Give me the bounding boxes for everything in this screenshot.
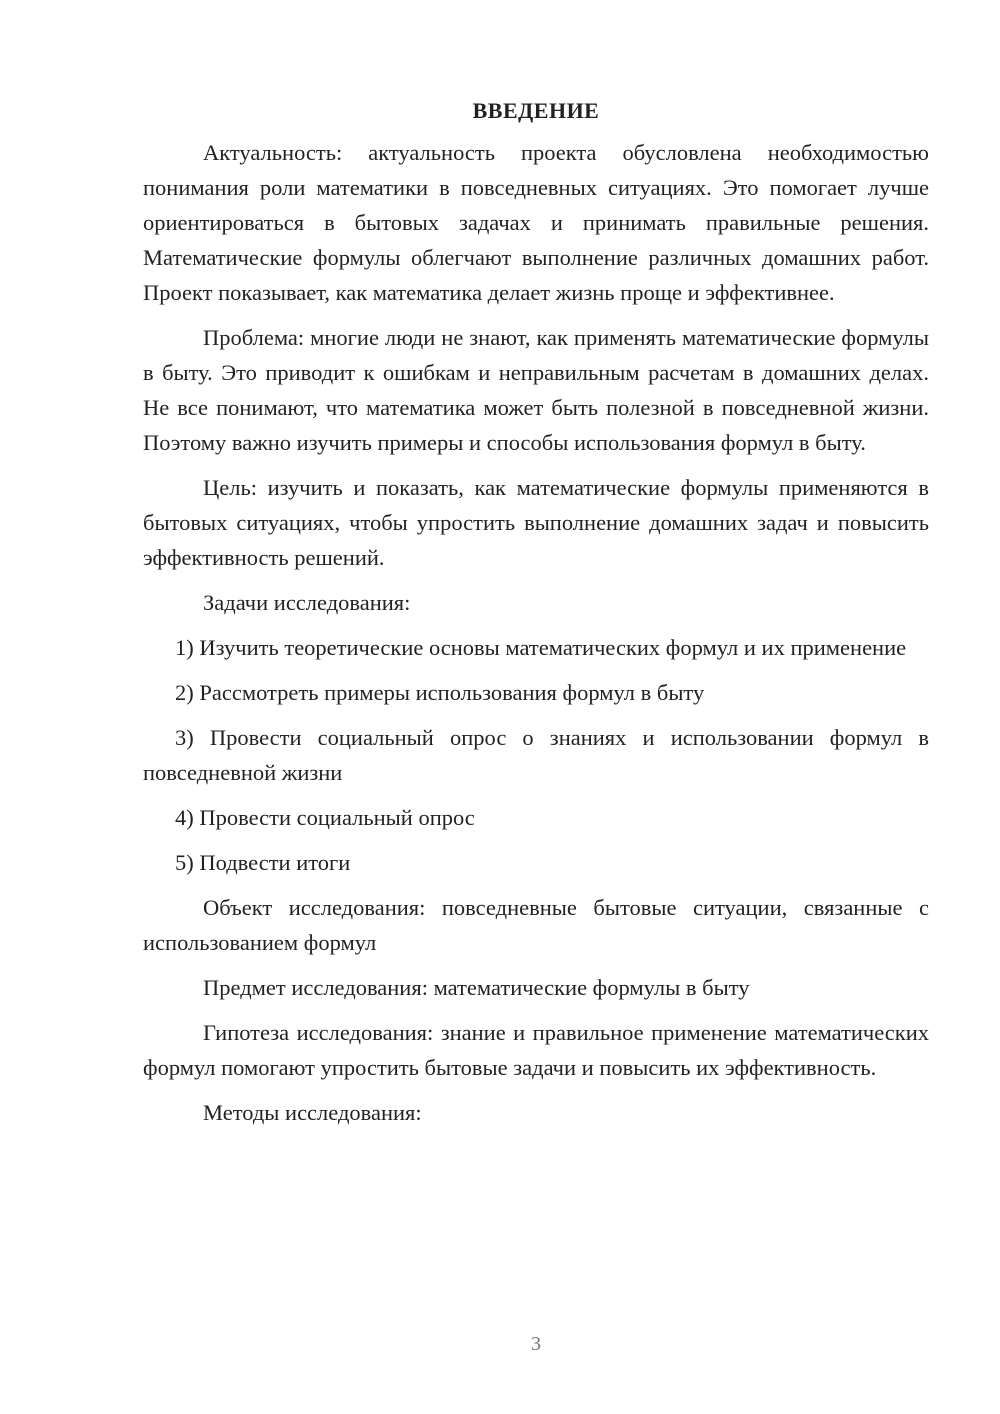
relevance-paragraph: Актуальность: актуальность проекта обусловлена необходимостью понимания роли математики в повседневных ситуациях. Это помогает лучше ориентироваться в бытовых задачах и принимать правильные решения. Математические формулы облегчают выполнение различных домашних работ. Проект показывает, как математика делает жизнь проще и эффективнее. <box>143 140 929 305</box>
problem-paragraph: Проблема: многие люди не знают, как применять математические формулы в быту. Это приводит к ошибкам и неправильным расчетам в домашних делах. Не все понимают, что математика может быть полезной в повседневной жизни. Поэтому важно изучить примеры и способы использования формул в быту. <box>143 325 929 455</box>
page-number: 3 <box>531 1333 541 1355</box>
hypothesis-paragraph: Гипотеза исследования: знание и правильное применение математических формул помогают упростить бытовые задачи и повысить их эффективность. <box>143 1020 929 1080</box>
task-item-4: 4) Провести социальный опрос <box>175 805 475 830</box>
subject-paragraph: Предмет исследования: математические формулы в быту <box>203 975 750 1000</box>
goal-paragraph: Цель: изучить и показать, как математические формулы применяются в бытовых ситуациях, чтобы упростить выполнение домашних задач и повысить эффективность решений. <box>143 475 929 570</box>
object-paragraph: Объект исследования: повседневные бытовые ситуации, связанные с использованием формул <box>143 895 929 955</box>
task-item-1: 1) Изучить теоретические основы математических формул и их применение <box>175 635 907 660</box>
document-page <box>143 97 929 1140</box>
task-item-2: 2) Рассмотреть примеры использования формул в быту <box>175 680 705 705</box>
methods-heading: Методы исследования: <box>203 1100 422 1125</box>
task-item-3: 3) Провести социальный опрос о знаниях и использовании формул в повседневной жизни <box>143 725 929 785</box>
tasks-heading: Задачи исследования: <box>203 590 411 615</box>
section-title: ВВЕДЕНИЕ <box>472 98 600 123</box>
task-item-5: 5) Подвести итоги <box>175 850 351 875</box>
